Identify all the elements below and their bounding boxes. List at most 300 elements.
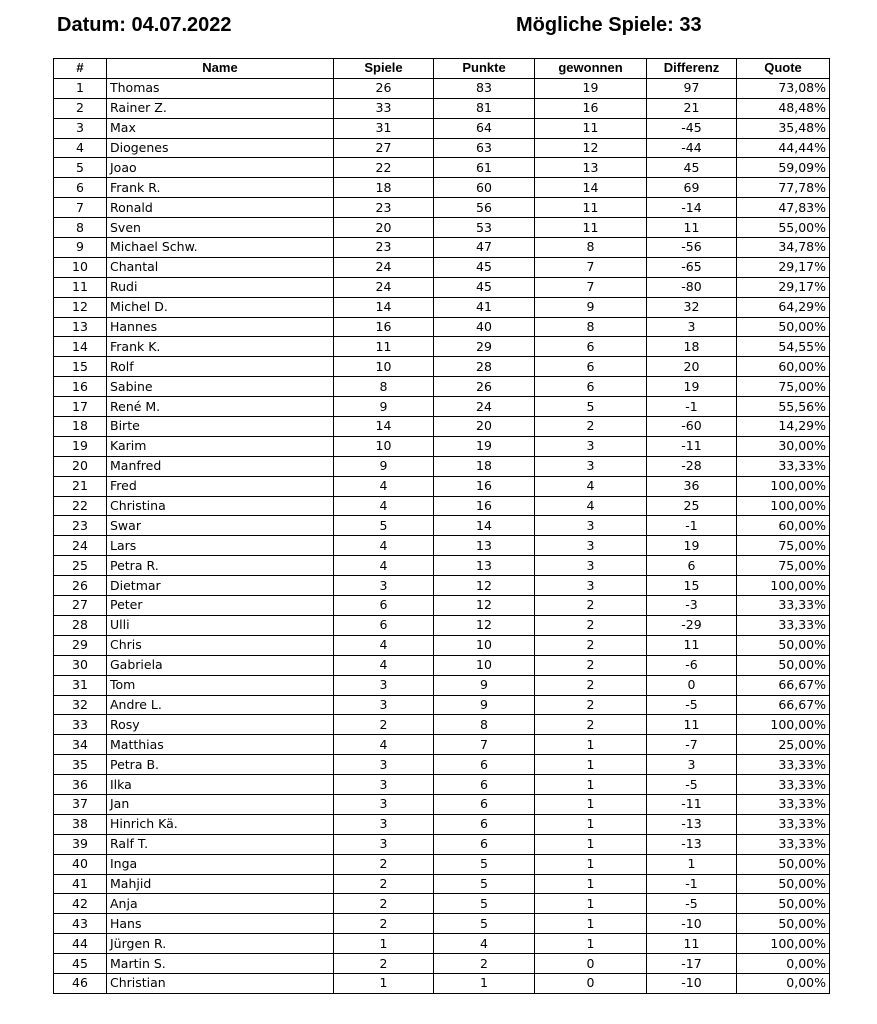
cell-won: 13 [535,158,647,178]
cell-difference: 18 [647,337,737,357]
cell-won: 2 [535,655,647,675]
cell-quote: 29,17% [737,257,830,277]
cell-games: 2 [334,914,434,934]
cell-difference: -13 [647,834,737,854]
cell-difference: -13 [647,814,737,834]
cell-games: 2 [334,894,434,914]
cell-points: 24 [434,397,535,417]
cell-name: Hannes [107,317,334,337]
cell-name: Manfred [107,456,334,476]
cell-difference: -65 [647,257,737,277]
cell-points: 10 [434,635,535,655]
cell-difference: 6 [647,556,737,576]
cell-won: 3 [535,556,647,576]
cell-won: 19 [535,78,647,98]
cell-rank: 15 [54,357,107,377]
cell-difference: -80 [647,277,737,297]
cell-name: Chantal [107,257,334,277]
cell-won: 12 [535,138,647,158]
cell-games: 4 [334,476,434,496]
cell-quote: 0,00% [737,954,830,974]
cell-points: 61 [434,158,535,178]
cell-rank: 43 [54,914,107,934]
table-row [54,397,830,417]
cell-rank: 6 [54,178,107,198]
cell-difference: 11 [647,218,737,238]
cell-quote: 60,00% [737,357,830,377]
table-row [54,735,830,755]
cell-won: 8 [535,238,647,258]
possible-games-label: Mögliche Spiele: 33 [516,14,702,36]
cell-quote: 75,00% [737,556,830,576]
cell-difference: -1 [647,397,737,417]
cell-won: 5 [535,397,647,417]
cell-quote: 66,67% [737,675,830,695]
cell-games: 22 [334,158,434,178]
cell-points: 4 [434,934,535,954]
table-row [54,476,830,496]
column-header-games: Spiele [334,59,434,79]
cell-games: 6 [334,596,434,616]
cell-won: 2 [535,675,647,695]
cell-name: Chris [107,635,334,655]
cell-rank: 42 [54,894,107,914]
cell-quote: 59,09% [737,158,830,178]
cell-games: 1 [334,934,434,954]
cell-games: 1 [334,973,434,993]
cell-quote: 50,00% [737,854,830,874]
table-row [54,277,830,297]
table-row [54,655,830,675]
cell-points: 1 [434,973,535,993]
cell-rank: 5 [54,158,107,178]
cell-difference: 97 [647,78,737,98]
cell-games: 4 [334,655,434,675]
table-row [54,874,830,894]
cell-points: 13 [434,536,535,556]
table-row [54,218,830,238]
cell-name: Ralf T. [107,834,334,854]
cell-difference: 3 [647,755,737,775]
cell-rank: 46 [54,973,107,993]
cell-quote: 75,00% [737,536,830,556]
table-row [54,317,830,337]
cell-rank: 30 [54,655,107,675]
cell-rank: 38 [54,814,107,834]
cell-points: 5 [434,914,535,934]
cell-points: 56 [434,198,535,218]
cell-quote: 48,48% [737,98,830,118]
cell-points: 20 [434,417,535,437]
cell-points: 60 [434,178,535,198]
table-row [54,357,830,377]
cell-difference: -3 [647,596,737,616]
cell-games: 5 [334,516,434,536]
table-row [54,973,830,993]
cell-name: Tom [107,675,334,695]
table-row [54,78,830,98]
cell-points: 6 [434,814,535,834]
cell-points: 40 [434,317,535,337]
cell-quote: 33,33% [737,814,830,834]
cell-difference: -14 [647,198,737,218]
table-row [54,894,830,914]
cell-rank: 21 [54,476,107,496]
cell-name: Rudi [107,277,334,297]
cell-quote: 29,17% [737,277,830,297]
table-row [54,755,830,775]
cell-rank: 28 [54,615,107,635]
cell-rank: 19 [54,436,107,456]
cell-quote: 100,00% [737,496,830,516]
cell-won: 3 [535,436,647,456]
cell-games: 8 [334,377,434,397]
cell-quote: 33,33% [737,775,830,795]
cell-name: Diogenes [107,138,334,158]
table-body [54,78,830,993]
cell-name: Petra R. [107,556,334,576]
cell-points: 47 [434,238,535,258]
cell-name: Ulli [107,615,334,635]
cell-won: 1 [535,874,647,894]
cell-points: 81 [434,98,535,118]
cell-points: 9 [434,675,535,695]
cell-quote: 33,33% [737,615,830,635]
table-row [54,834,830,854]
cell-points: 8 [434,715,535,735]
cell-quote: 60,00% [737,516,830,536]
cell-name: Jan [107,794,334,814]
cell-won: 1 [535,914,647,934]
cell-won: 4 [535,476,647,496]
cell-games: 3 [334,775,434,795]
cell-games: 16 [334,317,434,337]
cell-rank: 22 [54,496,107,516]
cell-difference: -44 [647,138,737,158]
cell-quote: 35,48% [737,118,830,138]
cell-quote: 33,33% [737,456,830,476]
cell-won: 1 [535,794,647,814]
cell-rank: 37 [54,794,107,814]
cell-games: 24 [334,277,434,297]
document-header [0,14,877,44]
table-row [54,516,830,536]
cell-rank: 27 [54,596,107,616]
cell-name: Joao [107,158,334,178]
cell-difference: -5 [647,695,737,715]
cell-rank: 17 [54,397,107,417]
cell-rank: 40 [54,854,107,874]
cell-won: 2 [535,596,647,616]
cell-rank: 44 [54,934,107,954]
cell-rank: 13 [54,317,107,337]
cell-difference: -1 [647,874,737,894]
cell-won: 11 [535,118,647,138]
cell-games: 4 [334,496,434,516]
cell-rank: 35 [54,755,107,775]
cell-won: 1 [535,894,647,914]
cell-won: 6 [535,357,647,377]
cell-points: 16 [434,476,535,496]
cell-name: Sven [107,218,334,238]
table-row [54,635,830,655]
column-header-rank: # [54,59,107,79]
cell-rank: 29 [54,635,107,655]
cell-quote: 50,00% [737,914,830,934]
cell-difference: 19 [647,377,737,397]
table-row [54,158,830,178]
cell-games: 18 [334,178,434,198]
cell-name: Ronald [107,198,334,218]
cell-rank: 3 [54,118,107,138]
table-row [54,417,830,437]
cell-name: Anja [107,894,334,914]
cell-difference: -29 [647,615,737,635]
cell-games: 14 [334,297,434,317]
cell-points: 12 [434,615,535,635]
cell-games: 4 [334,536,434,556]
cell-quote: 54,55% [737,337,830,357]
cell-won: 1 [535,755,647,775]
cell-points: 7 [434,735,535,755]
cell-name: Birte [107,417,334,437]
cell-difference: 25 [647,496,737,516]
cell-won: 3 [535,576,647,596]
cell-games: 3 [334,755,434,775]
cell-points: 14 [434,516,535,536]
cell-name: Gabriela [107,655,334,675]
table-row [54,794,830,814]
cell-games: 2 [334,954,434,974]
cell-games: 20 [334,218,434,238]
cell-name: Andre L. [107,695,334,715]
cell-name: Jürgen R. [107,934,334,954]
cell-name: Mahjid [107,874,334,894]
table-row [54,536,830,556]
cell-rank: 7 [54,198,107,218]
cell-name: Christina [107,496,334,516]
cell-quote: 66,67% [737,695,830,715]
cell-rank: 18 [54,417,107,437]
cell-name: Sabine [107,377,334,397]
cell-quote: 14,29% [737,417,830,437]
cell-quote: 100,00% [737,715,830,735]
cell-name: Dietmar [107,576,334,596]
cell-rank: 23 [54,516,107,536]
cell-name: Swar [107,516,334,536]
cell-rank: 34 [54,735,107,755]
cell-points: 5 [434,854,535,874]
cell-games: 3 [334,814,434,834]
table-row [54,377,830,397]
table-header [54,59,830,79]
cell-rank: 8 [54,218,107,238]
cell-difference: -11 [647,436,737,456]
cell-difference: 36 [647,476,737,496]
cell-points: 9 [434,695,535,715]
column-header-difference: Differenz [647,59,737,79]
cell-won: 2 [535,615,647,635]
cell-name: Ilka [107,775,334,795]
cell-rank: 41 [54,874,107,894]
cell-won: 3 [535,456,647,476]
cell-rank: 36 [54,775,107,795]
cell-points: 12 [434,596,535,616]
cell-rank: 20 [54,456,107,476]
cell-name: Christian [107,973,334,993]
cell-games: 14 [334,417,434,437]
cell-name: Lars [107,536,334,556]
cell-won: 2 [535,635,647,655]
cell-won: 1 [535,775,647,795]
cell-difference: -60 [647,417,737,437]
cell-quote: 33,33% [737,755,830,775]
cell-name: Michel D. [107,297,334,317]
cell-name: Inga [107,854,334,874]
cell-name: Rosy [107,715,334,735]
cell-name: Michael Schw. [107,238,334,258]
cell-won: 1 [535,854,647,874]
cell-won: 2 [535,715,647,735]
cell-games: 4 [334,556,434,576]
cell-quote: 73,08% [737,78,830,98]
cell-rank: 25 [54,556,107,576]
cell-quote: 64,29% [737,297,830,317]
cell-games: 4 [334,735,434,755]
cell-won: 2 [535,695,647,715]
cell-points: 29 [434,337,535,357]
cell-name: Peter [107,596,334,616]
cell-won: 1 [535,814,647,834]
cell-won: 1 [535,934,647,954]
cell-difference: -10 [647,914,737,934]
cell-points: 45 [434,257,535,277]
cell-games: 10 [334,357,434,377]
cell-difference: -45 [647,118,737,138]
cell-points: 18 [434,456,535,476]
table-row [54,934,830,954]
cell-rank: 4 [54,138,107,158]
cell-won: 11 [535,198,647,218]
cell-quote: 30,00% [737,436,830,456]
cell-quote: 50,00% [737,655,830,675]
cell-games: 3 [334,834,434,854]
table-row [54,456,830,476]
cell-points: 26 [434,377,535,397]
cell-games: 3 [334,675,434,695]
cell-quote: 34,78% [737,238,830,258]
cell-difference: -6 [647,655,737,675]
cell-difference: -1 [647,516,737,536]
cell-difference: -11 [647,794,737,814]
cell-games: 9 [334,456,434,476]
cell-won: 1 [535,735,647,755]
cell-rank: 11 [54,277,107,297]
table-row [54,814,830,834]
cell-won: 3 [535,516,647,536]
date-label: Datum: 04.07.2022 [57,14,232,36]
column-header-won: gewonnen [535,59,647,79]
cell-difference: 11 [647,934,737,954]
cell-points: 6 [434,755,535,775]
cell-difference: 15 [647,576,737,596]
cell-rank: 9 [54,238,107,258]
cell-difference: -10 [647,973,737,993]
cell-name: Frank K. [107,337,334,357]
cell-games: 10 [334,436,434,456]
cell-rank: 2 [54,98,107,118]
cell-rank: 39 [54,834,107,854]
cell-points: 2 [434,954,535,974]
cell-games: 4 [334,635,434,655]
table-row [54,675,830,695]
cell-points: 16 [434,496,535,516]
cell-quote: 75,00% [737,377,830,397]
cell-points: 19 [434,436,535,456]
table-row [54,695,830,715]
cell-points: 5 [434,874,535,894]
table-row [54,238,830,258]
table-row [54,596,830,616]
cell-games: 31 [334,118,434,138]
column-header-quote: Quote [737,59,830,79]
cell-difference: 11 [647,715,737,735]
cell-points: 5 [434,894,535,914]
cell-rank: 45 [54,954,107,974]
cell-points: 63 [434,138,535,158]
table-row [54,775,830,795]
cell-games: 11 [334,337,434,357]
cell-games: 6 [334,615,434,635]
cell-quote: 50,00% [737,874,830,894]
cell-points: 41 [434,297,535,317]
cell-difference: 45 [647,158,737,178]
cell-points: 83 [434,78,535,98]
cell-difference: -5 [647,775,737,795]
cell-games: 24 [334,257,434,277]
cell-quote: 33,33% [737,834,830,854]
cell-name: Rolf [107,357,334,377]
standings-table [53,58,830,994]
cell-difference: 3 [647,317,737,337]
cell-name: Matthias [107,735,334,755]
cell-quote: 33,33% [737,596,830,616]
cell-points: 64 [434,118,535,138]
cell-points: 6 [434,775,535,795]
cell-won: 11 [535,218,647,238]
cell-difference: 21 [647,98,737,118]
cell-points: 45 [434,277,535,297]
table-row [54,576,830,596]
cell-quote: 77,78% [737,178,830,198]
cell-games: 3 [334,576,434,596]
cell-difference: -5 [647,894,737,914]
cell-points: 53 [434,218,535,238]
table-row [54,297,830,317]
table-row [54,436,830,456]
table-row [54,914,830,934]
table-row [54,118,830,138]
cell-won: 14 [535,178,647,198]
cell-games: 27 [334,138,434,158]
cell-name: René M. [107,397,334,417]
cell-games: 33 [334,98,434,118]
cell-won: 9 [535,297,647,317]
cell-won: 16 [535,98,647,118]
cell-difference: 20 [647,357,737,377]
cell-name: Petra B. [107,755,334,775]
cell-points: 6 [434,834,535,854]
